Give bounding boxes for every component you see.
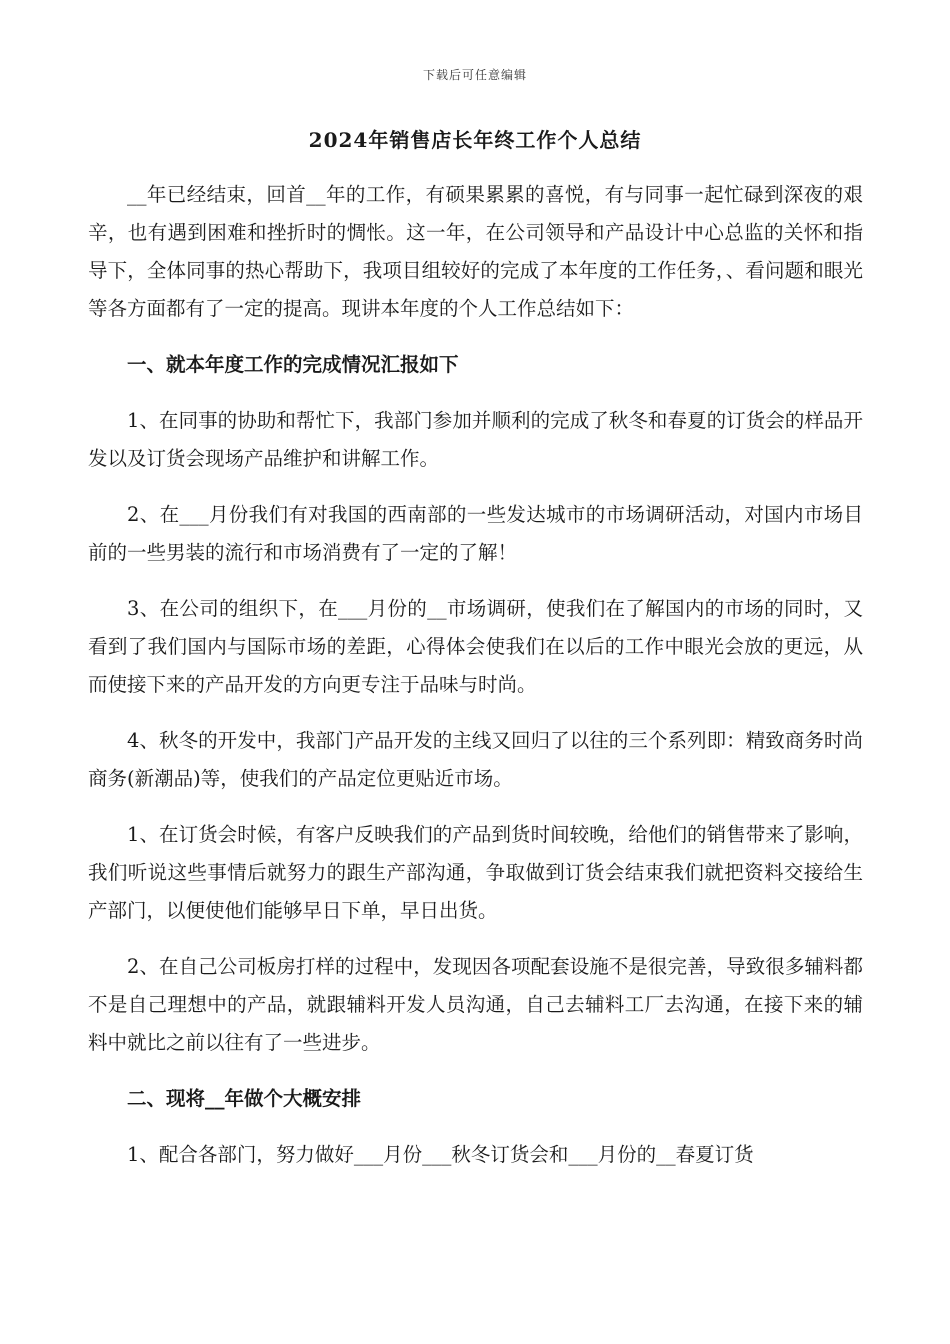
section-1-item-1: 1、在同事的协助和帮忙下，我部门参加并顺利的完成了秋冬和春夏的订货会的样品开发以及订货会现场产品维护和讲解工作。: [88, 409, 863, 470]
section-1-item-4: 4、秋冬的开发中，我部门产品开发的主线又回归了以往的三个系列即：精致商务时尚商务(新潮品)等，使我们的产品定位更贴近市场。: [88, 729, 863, 790]
section-2-item-1: 1、配合各部门，努力做好___月份___秋冬订货会和___月份的__春夏订货: [127, 1143, 754, 1166]
header-note: 下载后可任意编辑: [422, 68, 527, 82]
section-1-item-2: 2、在___月份我们有对我国的西南部的一些发达城市的市场调研活动，对国内市场目前的一些男装的流行和市场消费有了一定的了解！: [88, 503, 863, 564]
section-1-item-3: 3、在公司的组织下，在___月份的__市场调研，使我们在了解国内的市场的同时，又看到了我们国内与国际市场的差距，心得体会使我们在以后的工作中眼光会放的更远，从而使接下来的产品开发的方向更专注于品味与时尚。: [88, 597, 863, 696]
section-2-heading: 二、现将__年做个大概安排: [127, 1087, 362, 1110]
section-1-heading: 一、就本年度工作的完成情况汇报如下: [127, 353, 459, 376]
section-1-item-6: 2、在自己公司板房打样的过程中，发现因各项配套设施不是很完善，导致很多辅料都不是自己理想中的产品，就跟辅料开发人员沟通，自己去辅料工厂去沟通，在接下来的辅料中就比之前以往有了一些进步。: [88, 955, 863, 1054]
document-body: [88, 176, 863, 1192]
section-1-item-5: 1、在订货会时候，有客户反映我们的产品到货时间较晚，给他们的销售带来了影响，我们听说这些事情后就努力的跟生产部沟通，争取做到订货会结束我们就把资料交接给生产部门，以便使他们能够早日下单，早日出货。: [88, 823, 863, 922]
intro-paragraph: __年已经结束，回首__年的工作，有硕果累累的喜悦，有与同事一起忙碌到深夜的艰辛，也有遇到困难和挫折时的惆怅。这一年，在公司领导和产品设计中心总监的关怀和指导下，全体同事的热心帮助下，我项目组较好的完成了本年度的工作任务，、看问题和眼光等各方面都有了一定的提高。现讲本年度的个人工作总结如下：: [88, 183, 863, 320]
document-title: 2024年销售店长年终工作个人总结: [308, 128, 642, 152]
